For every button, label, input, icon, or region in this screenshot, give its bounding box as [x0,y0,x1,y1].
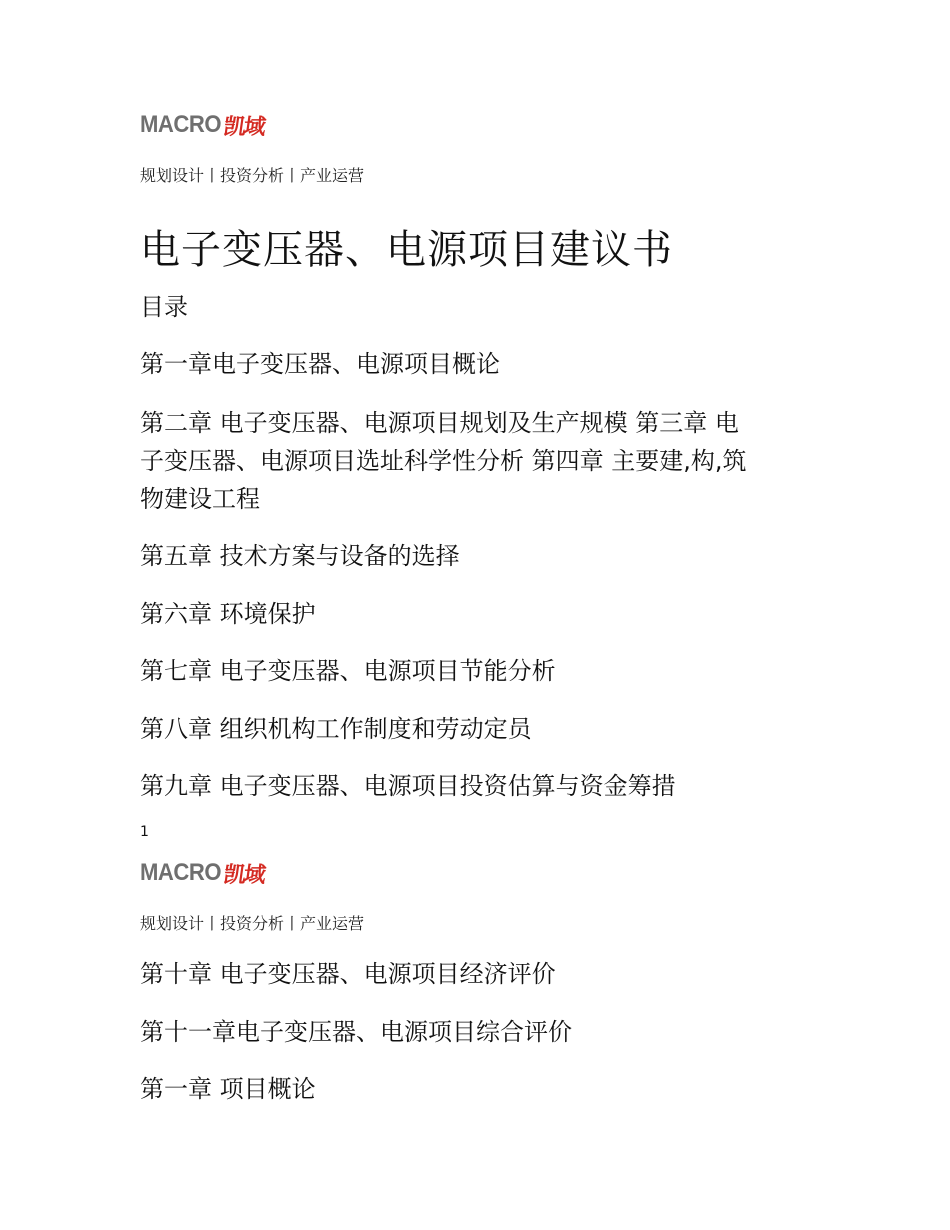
toc-item-ch11: 第十一章电子变压器、电源项目综合评价 [140,1018,572,1046]
logo-cjk-text: 凯域 [222,114,266,140]
toc-item-ch10: 第十章 电子变压器、电源项目经济评价 [140,960,556,988]
page-number: 1 [140,824,149,840]
toc-item-ch5: 第五章 技术方案与设备的选择 [140,542,460,570]
toc-item-ch6: 第六章 环境保护 [140,600,316,628]
chapter-heading: 第一章 项目概论 [140,1075,316,1103]
toc-line: 第二章 电子变压器、电源项目规划及生产规模 第三章 电 [140,409,739,437]
header-tagline: 规划设计丨投资分析丨产业运营 [140,166,365,185]
toc-item-ch7: 第七章 电子变压器、电源项目节能分析 [140,657,556,685]
logo-latin-text: MACRO [140,859,222,886]
toc-line: 子变压器、电源项目选址科学性分析 第四章 主要建,构,筑 [140,447,747,475]
logo-latin-text: MACRO [140,111,222,138]
toc-item-ch8: 第八章 组织机构工作制度和劳动定员 [140,715,532,743]
company-logo [140,112,264,138]
header-tagline: 规划设计丨投资分析丨产业运营 [140,914,365,933]
toc-heading: 目录 [140,293,188,321]
toc-item-ch9: 第九章 电子变压器、电源项目投资估算与资金筹措 [140,772,676,800]
toc-item-ch2-4 [140,404,820,518]
toc-line: 物建设工程 [140,485,260,513]
toc-item-ch1: 第一章电子变压器、电源项目概论 [140,350,500,378]
logo-cjk-text: 凯域 [222,862,266,888]
document-title: 电子变压器、电源项目建议书 [140,227,673,273]
company-logo [140,860,264,886]
